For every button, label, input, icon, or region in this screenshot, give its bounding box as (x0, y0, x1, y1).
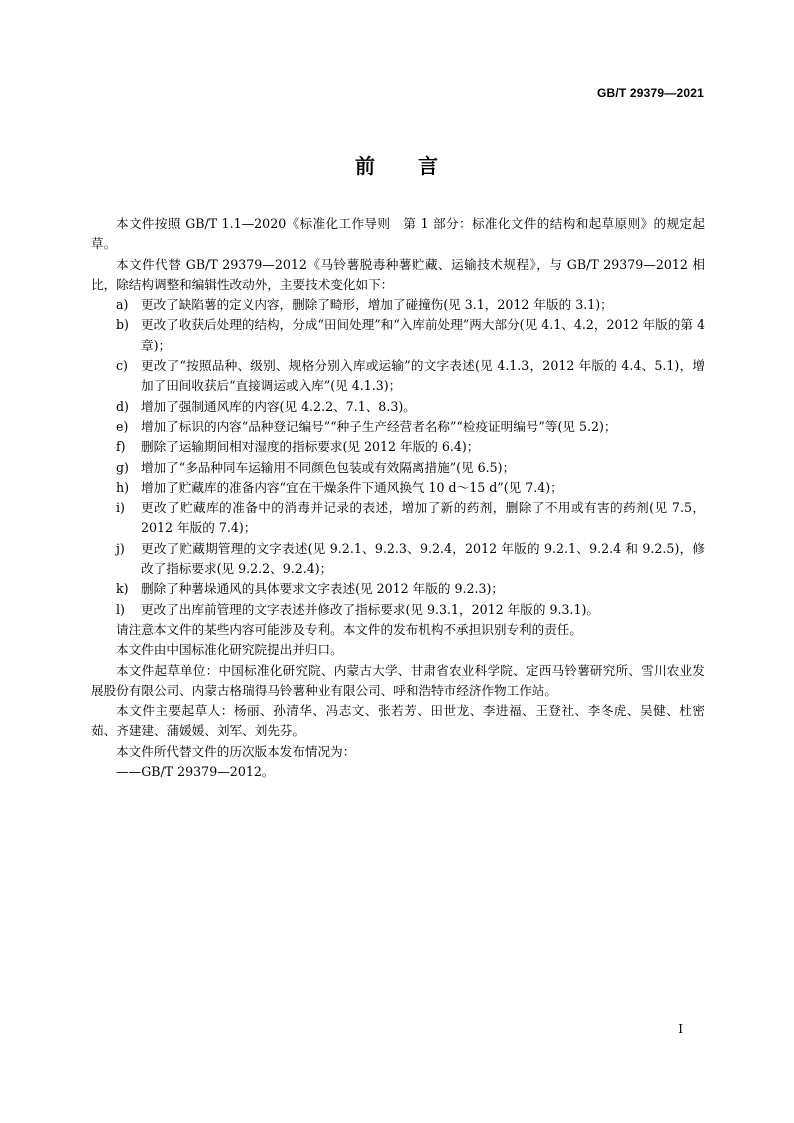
list-item-text: 更改了出库前管理的文字表述并修改了指标要求(见 9.3.1，2012 年版的 9.3.1)。 (141, 601, 600, 617)
list-item (91, 417, 705, 437)
list-item-label: e) (116, 418, 129, 434)
list-item (91, 600, 705, 620)
history-item: ——GB/T 29379—2012。 (116, 764, 275, 780)
list-item (91, 356, 705, 397)
list-item-label: l) (116, 601, 125, 617)
list-item (91, 478, 705, 498)
list-item-text: 更改了贮藏库的准备中的消毒并记录的表述，增加了新的药剂，删除了不用或有害的药剂(见 7.5，2012 年版的 7.4)； (141, 500, 705, 536)
proposer-statement: 本文件由中国标准化研究院提出并归口。 (116, 642, 343, 658)
list-item (91, 397, 705, 417)
drafting-units: 本文件起草单位：中国标准化研究院、内蒙古大学、甘肃省农业科学院、定西马铃薯研究所、雪川农业发展股份有限公司、内蒙古格瑞得马铃薯种业有限公司、呼和浩特市经济作物工作站。 (91, 662, 705, 698)
list-item-text: 更改了贮藏期管理的文字表述(见 9.2.1、9.2.3、9.2.4，2012 年版的 9.2.1、9.2.4 和 9.2.5)，修改了指标要求(见 9.2.2、9.2.4)； (141, 540, 705, 577)
list-item-label: b) (116, 317, 129, 333)
list-item (91, 437, 705, 457)
history-heading: 本文件所代替文件的历次版本发布情况为： (116, 743, 356, 759)
list-item-text: 增加了强制通风库的内容(见 4.2.2、7.1、8.3)。 (141, 398, 416, 414)
patent-notice: 请注意本文件的某些内容可能涉及专利。本文件的发布机构不承担识别专利的责任。 (116, 621, 582, 637)
drafters: 本文件主要起草人：杨丽、孙清华、冯志文、张若芳、田世龙、李进福、王登社、李冬虎、吴健、杜密茹、齐建建、蒲媛媛、刘军、刘先芬。 (91, 703, 705, 739)
list-item-text: 更改了收获后处理的结构，分成“田间处理”和“入库前处理”两大部分(见 4.1、4.2，2012 年版的第 4 章)； (141, 317, 705, 353)
list-item-text: 增加了贮藏库的准备内容“宜在干燥条件下通风换气 10 d～15 d”(见 7.4)； (141, 479, 563, 495)
intro-paragraph: 本文件按照 GB/T 1.1—2020《标准化工作导则 第 1 部分：标准化文件的结构和起草原则》的规定起草。 (91, 216, 705, 252)
foreword-body (91, 214, 705, 782)
list-item-text: 更改了缺陷薯的定义内容，删除了畸形，增加了碰撞伤(见 3.1，2012 年版的 3.1)； (141, 297, 613, 313)
page-title: 前 言 (355, 154, 439, 178)
page-number: I (678, 1022, 683, 1036)
list-item-label: a) (116, 297, 129, 313)
standard-code: GB/T 29379—2021 (596, 86, 704, 100)
list-item (91, 498, 705, 539)
list-item (91, 579, 705, 599)
list-item (91, 315, 705, 356)
list-item-label: k) (116, 581, 129, 597)
list-item-text: 增加了标识的内容“品种登记编号”“种子生产经营者名称”“检疫证明编号”等(见 5.2)； (141, 418, 617, 434)
list-item-text: 删除了运输期间相对湿度的指标要求(见 2012 年版的 6.4)； (141, 439, 480, 455)
list-item (91, 458, 705, 478)
list-item-label: c) (116, 358, 128, 374)
list-item-label: j) (116, 540, 125, 556)
list-item-label: d) (116, 398, 129, 414)
list-item-text: 更改了“按照品种、级别、规格分别入库或运输”的文字表述(见 4.1.3，2012 年版的 4.4、5.1)，增加了田间收获后“直接调运或入库”(见 4.1.3)； (141, 358, 705, 394)
list-item-label: h) (116, 479, 130, 495)
change-list (91, 295, 705, 620)
list-item-text: 删除了种薯垛通风的具体要求文字表述(见 2012 年版的 9.2.3)； (141, 581, 504, 597)
list-item (91, 295, 705, 315)
list-item-label: f) (116, 439, 126, 455)
list-item-label: g) (116, 459, 129, 475)
list-item-text: 增加了“多品种同车运输用不同颜色包装或有效隔离措施”(见 6.5)； (141, 459, 516, 475)
list-item (91, 539, 705, 580)
list-item-label: i) (116, 500, 125, 516)
intro-paragraph: 本文件代替 GB/T 29379—2012《马铃薯脱毒种薯贮藏、运输技术规程》，与 GB/T 29379—2012 相比，除结构调整和编辑性改动外，主要技术变化如下： (91, 256, 705, 292)
